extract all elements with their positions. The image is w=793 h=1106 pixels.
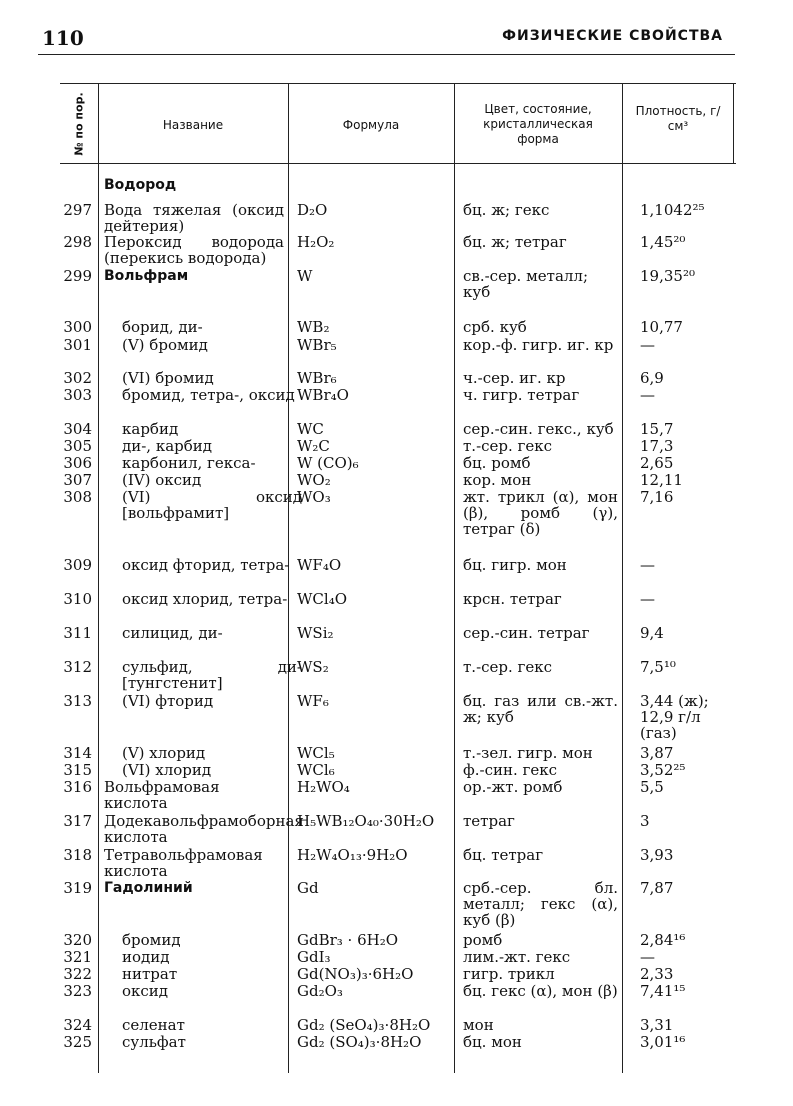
row-density: 12,11 [640, 471, 683, 489]
col-divider-2 [288, 83, 289, 1073]
row-color: срб.-сер. бл. металл; гекс (α), куб (β) [463, 879, 618, 929]
row-density: — [640, 590, 655, 608]
row-density: — [640, 336, 655, 354]
row-name: Вода тяжелая (оксид дейтерия) [104, 201, 284, 235]
row-number: 317 [63, 812, 92, 830]
row-name: (VI) фторид [122, 692, 214, 710]
row-color: ор.-жт. ромб [463, 778, 563, 796]
row-name: нитрат [122, 965, 178, 983]
header-density: Плотность, г/см³ [635, 104, 721, 133]
row-name: (V) бромид [122, 336, 208, 354]
row-name: ди-, карбид [122, 437, 213, 455]
row-number: 313 [63, 692, 92, 710]
row-density: 3,87 [640, 744, 674, 762]
row-color: ромб [463, 931, 503, 949]
row-density: 7,87 [640, 879, 674, 897]
row-number: 318 [63, 846, 92, 864]
row-color: сер.-син. гекс., куб [463, 420, 614, 438]
row-color: кор. мон [463, 471, 532, 489]
row-formula: WCl₄O [297, 590, 348, 608]
row-color: тетраг [463, 812, 515, 830]
row-formula: H₂WO₄ [297, 778, 350, 796]
row-name: силицид, ди- [122, 624, 223, 642]
row-formula: WF₄O [297, 556, 342, 574]
header-name: Название [162, 118, 224, 132]
row-color: кор.-ф. гигр. иг. кр [463, 336, 614, 354]
row-number: 308 [63, 488, 92, 506]
row-density: 5,5 [640, 778, 664, 796]
row-formula: Gd(NO₃)₃·6H₂O [297, 965, 414, 983]
row-number: 322 [63, 965, 92, 983]
row-number: 320 [63, 931, 92, 949]
row-color: ч. гигр. тетраг [463, 386, 580, 404]
row-name: Пероксид водорода (перекись водорода) [104, 233, 284, 267]
row-name: сульфат [122, 1033, 186, 1051]
row-color: бц. гекс (α), мон (β) [463, 982, 618, 1000]
row-formula: H₅WB₁₂O₄₀·30H₂O [297, 812, 435, 830]
row-density: — [640, 556, 655, 574]
row-density: 2,33 [640, 965, 674, 983]
row-formula: WO₂ [297, 471, 331, 489]
row-density: 7,5¹⁰ [640, 658, 676, 676]
row-number: 312 [63, 658, 92, 676]
row-formula: WBr₅ [297, 336, 337, 354]
row-color: бц. газ или св.-жт. ж; куб [463, 692, 618, 726]
row-name: оксид [122, 982, 169, 1000]
row-name: селенат [122, 1016, 185, 1034]
row-color: лим.-жт. гекс [463, 948, 571, 966]
row-number: 309 [63, 556, 92, 574]
row-color: ф.-син. гекс [463, 761, 558, 779]
row-formula: GdBr₃ · 6H₂O [297, 931, 399, 949]
row-number: 305 [63, 437, 92, 455]
row-number: 298 [63, 233, 92, 251]
row-number: 307 [63, 471, 92, 489]
row-name: бромид [122, 931, 181, 949]
col-divider-1 [98, 83, 99, 1073]
col-divider-3 [454, 83, 455, 1073]
row-name: (VI) оксид [вольфрамит] [122, 488, 302, 522]
row-color: крсн. тетраг [463, 590, 562, 608]
table-top-rule [60, 83, 736, 84]
row-name: Вольфрам [104, 268, 189, 284]
row-density: 1,45²⁰ [640, 233, 686, 251]
row-number: 323 [63, 982, 92, 1000]
header-num-label: № по пор. [72, 92, 86, 156]
row-color: бц. ж; тетраг [463, 233, 567, 251]
row-name: (VI) бромид [122, 369, 214, 387]
row-name: Вольфрамовая кислота [104, 778, 220, 812]
row-formula: H₂W₄O₁₃·9H₂O [297, 846, 408, 864]
row-number: 297 [63, 201, 92, 219]
row-formula: Gd₂ (SeO₄)₃·8H₂O [297, 1016, 431, 1034]
row-color: т.-сер. гекс [463, 437, 553, 455]
row-density: 9,4 [640, 624, 664, 642]
row-formula: D₂O [297, 201, 328, 219]
row-density: 2,84¹⁶ [640, 931, 686, 949]
row-formula: WCl₆ [297, 761, 335, 779]
row-color: т.-сер. гекс [463, 658, 553, 676]
row-formula: WS₂ [297, 658, 329, 676]
row-color: ч.-сер. иг. кр [463, 369, 566, 387]
row-name: бромид, тетра-, оксид [122, 386, 295, 404]
row-number: 301 [63, 336, 92, 354]
row-number: 314 [63, 744, 92, 762]
row-density: 19,35²⁰ [640, 267, 695, 285]
row-name: оксид фторид, тетра- [122, 556, 290, 574]
row-color: т.-зел. гигр. мон [463, 744, 593, 762]
row-formula: W [297, 267, 313, 285]
row-number: 304 [63, 420, 92, 438]
row-color: бц. ж; гекс [463, 201, 550, 219]
row-name: иодид [122, 948, 170, 966]
row-formula: GdI₃ [297, 948, 331, 966]
row-density: 3 [640, 812, 650, 830]
row-number: 299 [63, 267, 92, 285]
row-name: карбонил, гекса- [122, 454, 256, 472]
row-density: 2,65 [640, 454, 674, 472]
row-density: 3,52²⁵ [640, 761, 686, 779]
row-density: 7,16 [640, 488, 674, 506]
row-formula: WSi₂ [297, 624, 334, 642]
row-formula: Gd [297, 879, 319, 897]
row-name: (VI) хлорид [122, 761, 212, 779]
row-density: 10,77 [640, 318, 683, 336]
running-title: ФИЗИЧЕСКИЕ СВОЙСТВА [502, 28, 723, 44]
row-number: 302 [63, 369, 92, 387]
row-number: 303 [63, 386, 92, 404]
row-color: бц. мон [463, 1033, 522, 1051]
col-divider-5 [733, 83, 734, 163]
row-density: 3,01¹⁶ [640, 1033, 686, 1051]
table-header-rule [60, 163, 736, 164]
row-number: 310 [63, 590, 92, 608]
row-number: 316 [63, 778, 92, 796]
row-density: 3,93 [640, 846, 674, 864]
row-formula: Gd₂O₃ [297, 982, 343, 1000]
row-number: 321 [63, 948, 92, 966]
row-color: бц. ромб [463, 454, 531, 472]
col-divider-4 [622, 83, 623, 1073]
row-formula: WF₆ [297, 692, 329, 710]
row-number: 315 [63, 761, 92, 779]
row-number: 325 [63, 1033, 92, 1051]
row-density: 15,7 [640, 420, 674, 438]
row-name: (V) хлорид [122, 744, 206, 762]
row-formula: WB₂ [297, 318, 330, 336]
row-formula: WC [297, 420, 324, 438]
page-number: 110 [42, 26, 84, 50]
row-color: мон [463, 1016, 494, 1034]
row-formula: WO₃ [297, 488, 331, 506]
row-name: оксид хлорид, тетра- [122, 590, 288, 608]
row-name: Гадолиний [104, 880, 193, 896]
section-heading: Водород [104, 177, 177, 193]
row-density: 17,3 [640, 437, 674, 455]
row-number: 311 [63, 624, 92, 642]
row-formula: H₂O₂ [297, 233, 335, 251]
row-formula: WBr₄O [297, 386, 349, 404]
row-formula: WBr₆ [297, 369, 337, 387]
row-formula: W (CO)₆ [297, 454, 359, 472]
row-formula: W₂C [297, 437, 330, 455]
row-number: 319 [63, 879, 92, 897]
row-color: бц. гигр. мон [463, 556, 567, 574]
row-number: 306 [63, 454, 92, 472]
row-density: 3,44 (ж); 12,9 г/л (газ) [640, 692, 709, 742]
row-number: 324 [63, 1016, 92, 1034]
header-num [60, 88, 98, 160]
row-name: Додекавольфрамоборная кислота [104, 812, 304, 846]
row-density: — [640, 948, 655, 966]
row-number: 300 [63, 318, 92, 336]
row-color: срб. куб [463, 318, 527, 336]
row-color: сер.-син. тетраг [463, 624, 590, 642]
row-name: карбид [122, 420, 179, 438]
row-name: сульфид, ди- [тунгстенит] [122, 658, 302, 692]
row-color: бц. тетраг [463, 846, 544, 864]
row-density: 6,9 [640, 369, 664, 387]
header-rule [38, 54, 735, 55]
header-formula: Формула [342, 118, 400, 132]
row-name: (IV) оксид [122, 471, 202, 489]
row-density: — [640, 386, 655, 404]
row-name: борид, ди- [122, 318, 203, 336]
row-density: 3,31 [640, 1016, 674, 1034]
row-color: гигр. трикл [463, 965, 555, 983]
row-color: жт. трикл (α), мон (β), ромб (γ), тетраг (δ) [463, 488, 618, 538]
row-density: 7,41¹⁵ [640, 982, 686, 1000]
row-formula: Gd₂ (SO₄)₃·8H₂O [297, 1033, 422, 1051]
header-color: Цвет, состояние, кристаллическая форма [483, 102, 593, 146]
row-density: 1,1042²⁵ [640, 201, 705, 219]
row-color: св.-сер. металл; куб [463, 267, 588, 301]
row-name: Тетравольфрамовая кислота [104, 846, 263, 880]
row-formula: WCl₅ [297, 744, 335, 762]
